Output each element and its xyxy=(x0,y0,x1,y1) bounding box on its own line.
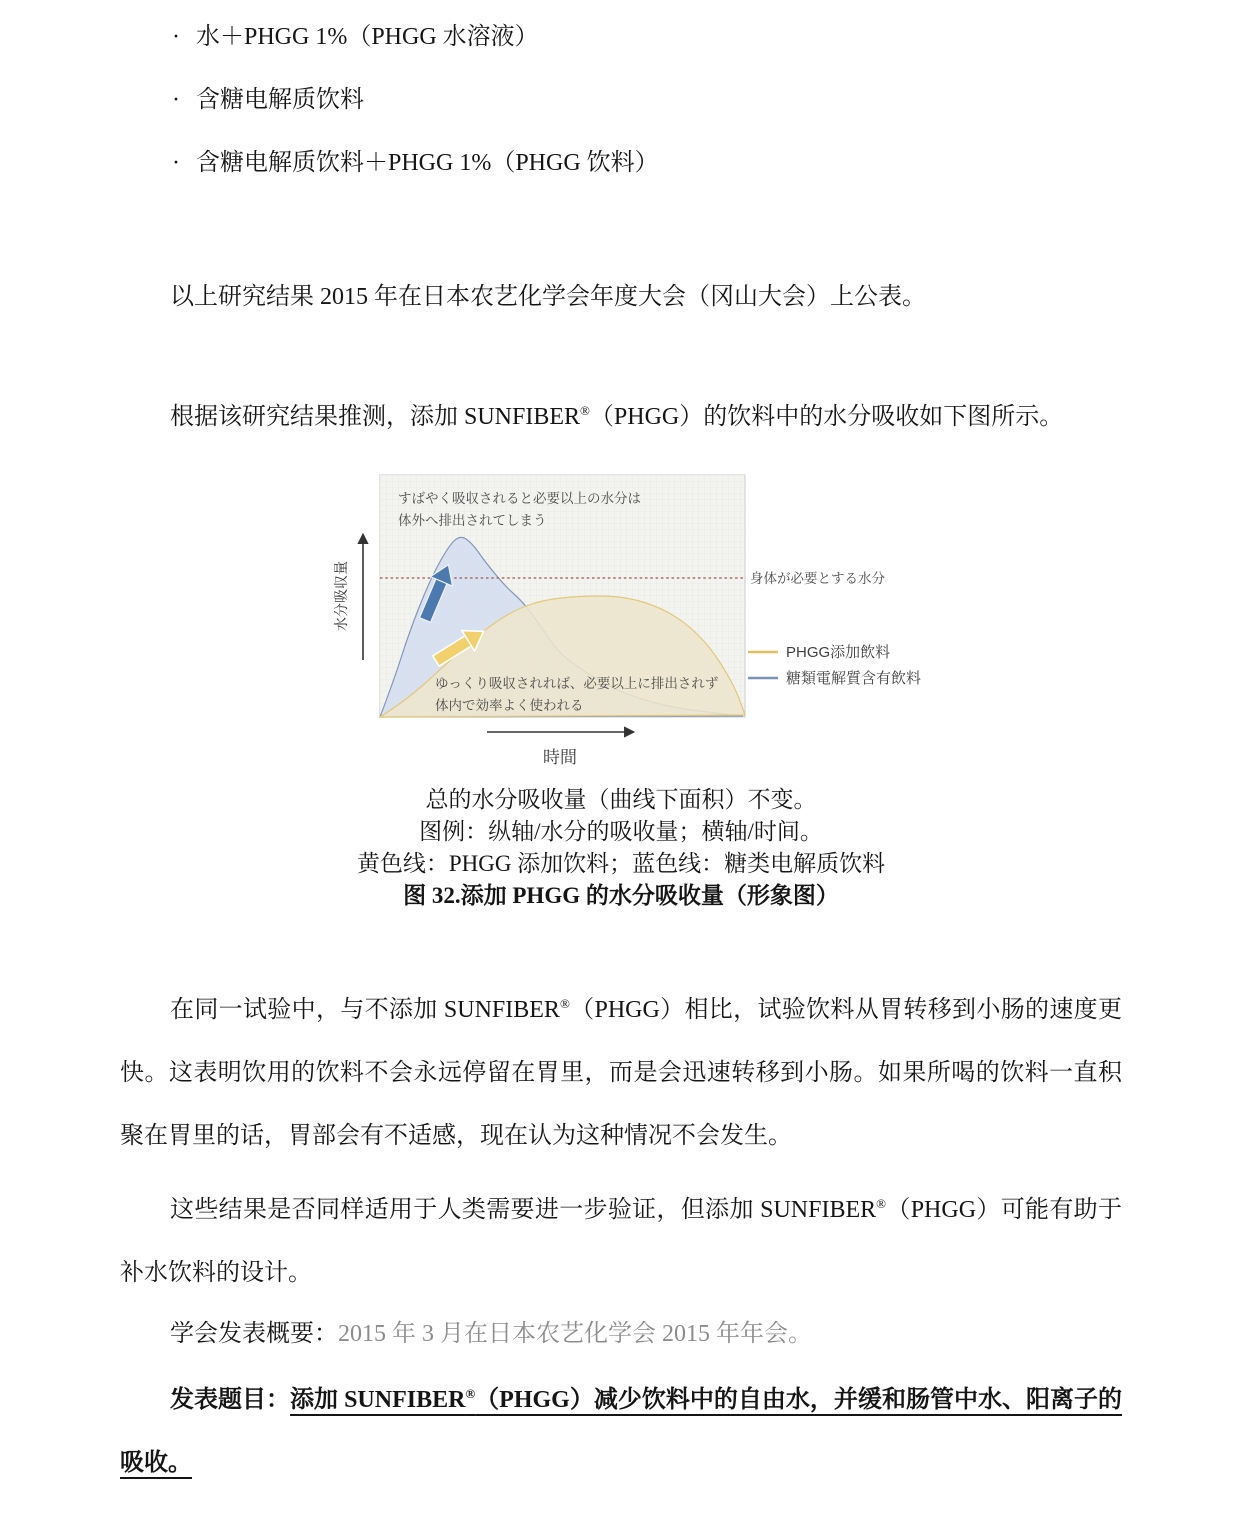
list-item xyxy=(120,6,1122,69)
threshold-label: 身体が必要とする水分 xyxy=(750,571,885,586)
publication-title-text: 添加 SUNFIBER®（PHGG）减少饮料中的自由水，并缓和肠管中水、阳离子的吸收。 xyxy=(120,1386,1123,1476)
paragraph-text: 在同一试验中，与不添加 SUNFIBER xyxy=(170,997,560,1023)
legend xyxy=(748,644,921,687)
list-item-text: 水＋PHGG 1%（PHGG 水溶液） xyxy=(196,24,539,50)
paragraph-publication-title xyxy=(120,1369,1122,1495)
registered-mark-icon: ® xyxy=(580,403,590,418)
publication-title-label: 发表题目： xyxy=(170,1387,291,1413)
annotation-fast-line2: 体外へ排出されてしまう xyxy=(398,513,547,528)
registered-mark-icon: ® xyxy=(465,1386,476,1401)
y-axis-label: 水分吸収量 xyxy=(333,561,349,631)
paragraph-text: 这些结果是否同样适用于人类需要进一步验证，但添加 SUNFIBER xyxy=(170,1197,877,1223)
list-item-text: 含糖电解质饮料＋PHGG 1%（PHGG 饮料） xyxy=(196,150,659,176)
x-axis-label: 時間 xyxy=(543,748,577,767)
list-item-text: 含糖电解质饮料 xyxy=(196,87,364,113)
paragraph-text: 根据该研究结果推测，添加 SUNFIBER xyxy=(170,404,581,430)
bullet-list xyxy=(120,6,1122,195)
bullet-marker: · xyxy=(172,150,180,176)
paragraph-text: （PHGG）相比，试验饮料从胃转移到小肠的速度更快。这表明饮用的饮料不会永远停留在胃里，而是会迅速转移到小肠。如果所喝的饮料一直积聚在胃里的话，胃部会有不适感，现在认为这种情况不会发生。 xyxy=(120,997,1123,1149)
caption-line: 图例：纵轴/水分的吸收量；横轴/时间。 xyxy=(419,819,823,844)
paragraph-stomach-transfer xyxy=(120,979,1122,1168)
annotation-slow-line1: ゆっくり吸収されれば、必要以上に排出されず xyxy=(435,676,719,691)
registered-mark-icon: ® xyxy=(876,1196,887,1211)
paragraph-text: 以上研究结果 2015 年在日本农艺化学会年度大会（冈山大会）上公表。 xyxy=(170,284,926,310)
bullet-marker: · xyxy=(172,24,180,50)
registered-mark-icon: ® xyxy=(559,996,570,1011)
figure-water-absorption-chart xyxy=(330,465,990,775)
legend-label-phgg: PHGG添加飲料 xyxy=(786,644,891,661)
caption-line: 总的水分吸收量（曲线下面积）不变。 xyxy=(425,787,817,812)
list-item xyxy=(120,132,1122,195)
conference-summary-label: 学会发表概要： xyxy=(170,1321,338,1347)
paragraph-human-validation xyxy=(120,1179,1122,1305)
caption-line: 黄色线：PHGG 添加饮料；蓝色线：糖类电解质饮料 xyxy=(356,851,886,876)
annotation-slow-line2: 体内で効率よく使われる xyxy=(435,698,584,713)
paragraph-conference-summary xyxy=(120,1303,1122,1366)
paragraph-text: （PHGG）可能有助于补水饮料的设计。 xyxy=(120,1197,1123,1286)
annotation-fast-line1: すばやく吸収されると必要以上の水分は xyxy=(398,491,641,506)
conference-summary-value: 2015 年 3 月在日本农艺化学会 2015 年年会。 xyxy=(338,1321,812,1347)
list-item xyxy=(120,69,1122,132)
paragraph-text: （PHGG）的饮料中的水分吸收如下图所示。 xyxy=(589,404,1064,430)
plot-area xyxy=(380,475,745,717)
bullet-marker: · xyxy=(172,87,180,113)
paragraph-presentation xyxy=(120,266,1122,329)
paragraph-figure-intro xyxy=(120,386,1122,449)
legend-label-electrolyte: 糖類電解質含有飲料 xyxy=(786,670,922,687)
figure-title: 图 32.添加 PHGG 的水分吸收量（形象图） xyxy=(403,883,839,908)
figure-caption-block xyxy=(120,784,1122,912)
